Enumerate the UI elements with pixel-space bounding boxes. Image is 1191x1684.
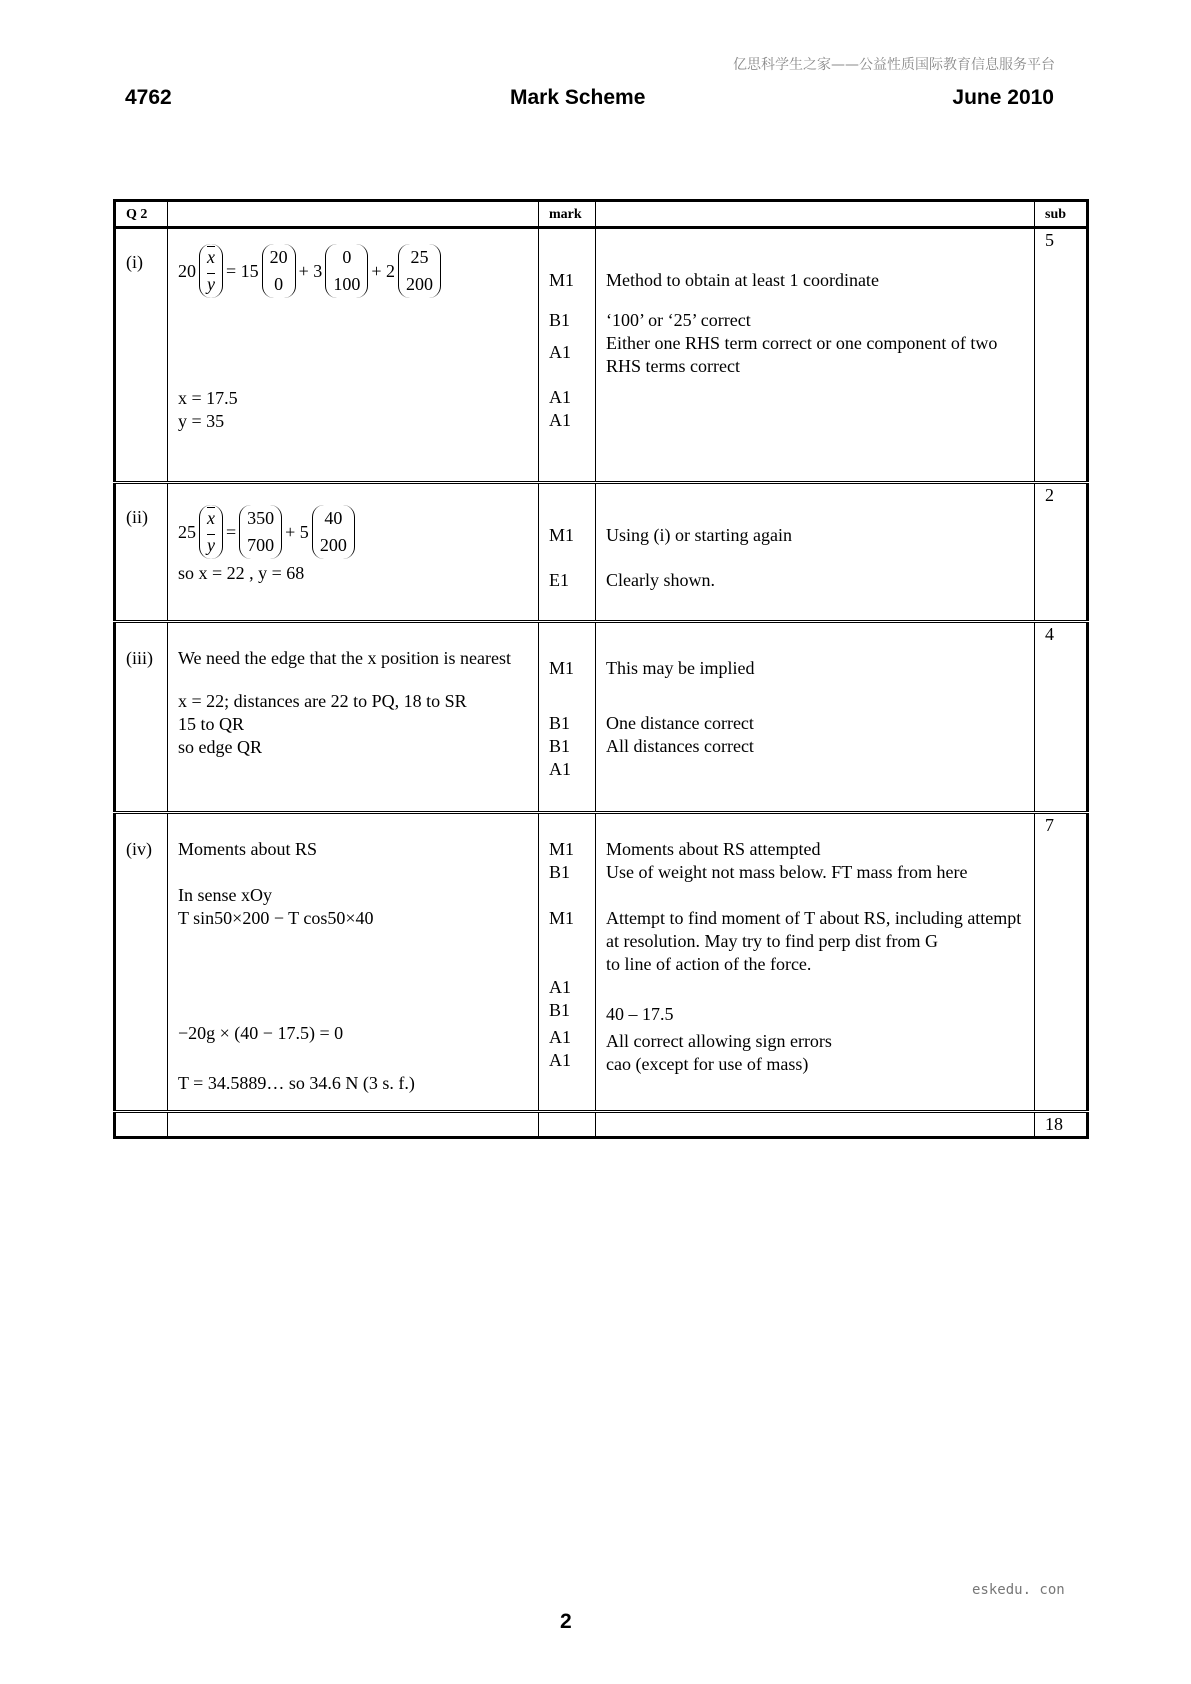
question-number: Q 2 <box>115 201 168 228</box>
total-row <box>115 1112 1088 1138</box>
grand-total: 18 <box>1045 1114 1063 1134</box>
sub-header: sub <box>1035 201 1088 228</box>
watermark-text: 亿思科学生之家——公益性质国际教育信息服务平台 <box>733 57 1055 73</box>
page-number: 2 <box>560 1610 572 1633</box>
part-iii-row: (iii) We need the edge that the x position is nearest x = 22; distances are 22 to PQ, 18 to SR 15 to QR so edge QR M1 B1 B1 A1 This may be implied One distance correct All distances correct 4 <box>115 622 1088 813</box>
part-label: (i) <box>126 252 143 272</box>
exam-session: June 2010 <box>952 86 1054 109</box>
centre-of-mass-equation: 25 $\frac{\overline{x}}{y}$ = 350 700 + 5 40 200 <box>178 502 528 562</box>
part-label: (iv) <box>126 839 152 859</box>
conclusion: so x = 22 , y = 68 <box>178 563 305 583</box>
part-ii-row: (ii) 25 $\frac{\overline{x}}{y}$ = 350 700 + 5 40 200 so x = 22 , y = 68 M1 E1 Using (i) or starting again Clearly shown. 2 <box>115 483 1088 622</box>
table-header-row <box>115 201 1088 228</box>
centre-of-mass-equation: 20 $\frac{\overline{x}}{y}$ = 15 20 0 + 3 0 100 + 2 25 200 <box>178 241 528 301</box>
part-iv-row: (iv) Moments about RS In sense xOy T sin50×200 − T cos50×40 −20g × (40 − 17.5) = 0 T = 34.5889… so 34.6 N (3 s. f.) M1 B1 M1 A1 B1 A1 A1 Moments about RS attempted Use of weight not mass below. FT mass from here Attempt to find moment of T about RS, including attempt at resolution. May try to find perp dist from G to line of action of the force. 40 – 17.5 All correct allowing sign errors cao (except for use of mass) 7 <box>115 813 1088 1112</box>
part-i-row: (i) 20 $\frac{\overline{x}}{y}$ = 15 20 0 + 3 0 100 + 2 25 200 x = 17.5 y = 35 M1 B1 A1 A1 A1 Method to obtain at least 1 coordinate ‘100’ or ‘25’ correct Either one RHS term correct or one component of two RHS terms correct 5 <box>115 228 1088 483</box>
paper-code: 4762 <box>125 86 172 109</box>
mark-scheme-table <box>113 199 1089 1139</box>
part-label: (iii) <box>126 648 153 668</box>
answer-y: y = 35 <box>178 411 225 431</box>
footer-site-text: eskedu. con <box>972 1582 1065 1598</box>
part-label: (ii) <box>126 507 148 527</box>
sub-total: 7 <box>1045 815 1054 835</box>
mark-header: mark <box>539 201 596 228</box>
sub-total: 2 <box>1045 485 1054 505</box>
answer-x: x = 17.5 <box>178 388 238 408</box>
document-title: Mark Scheme <box>510 86 646 109</box>
coordinate-vector: $\frac{\overline{x}}{y}$ <box>199 244 223 298</box>
sub-total: 5 <box>1045 230 1054 250</box>
sub-total: 4 <box>1045 624 1054 644</box>
